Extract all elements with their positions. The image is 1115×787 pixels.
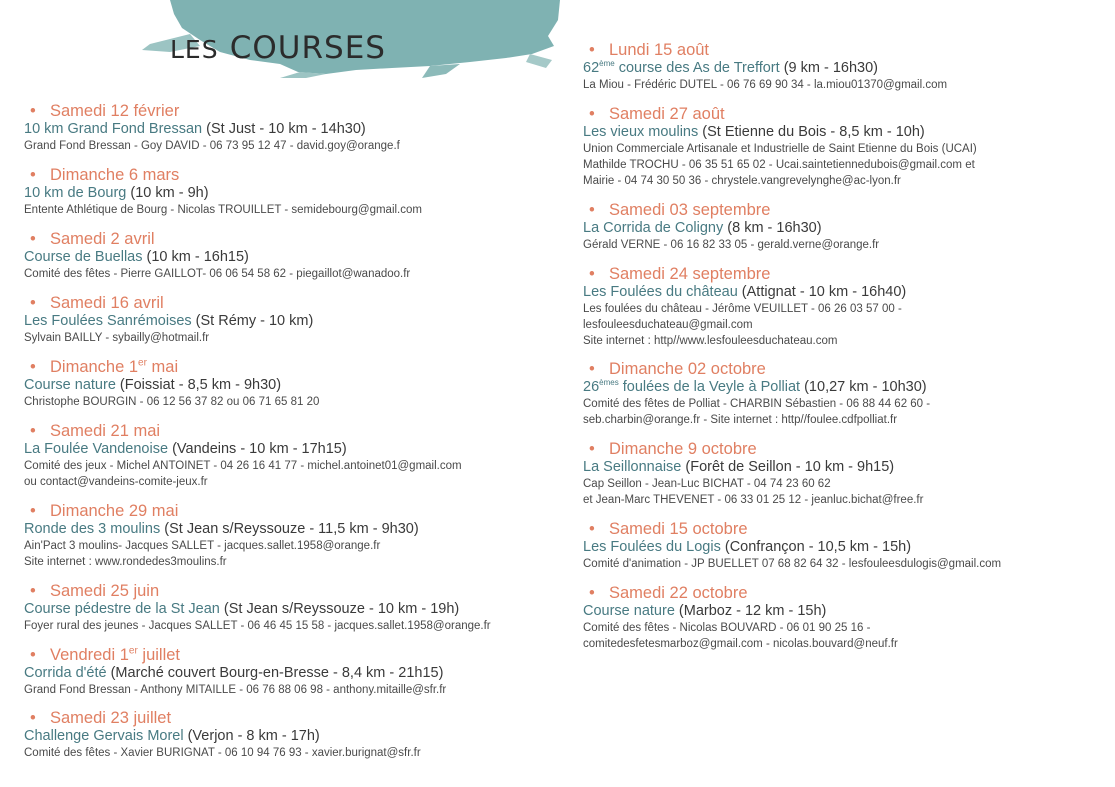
event-date: • Dimanche 1er mai xyxy=(30,357,179,376)
race-details: (Vandeins - 10 km - 17h15) xyxy=(168,441,347,457)
event-date: • Samedi 27 août xyxy=(589,105,725,123)
event-item xyxy=(24,165,564,218)
event-contact: Les foulées du château - Jérôme VEUILLET - 06 26 03 57 00 - xyxy=(583,303,902,315)
event-race xyxy=(24,728,564,745)
event-race xyxy=(24,601,564,618)
race-name: Les vieux moulins xyxy=(583,124,699,140)
event-race xyxy=(24,441,564,458)
event-contact: lesfouleesduchateau@gmail.com xyxy=(583,319,753,331)
race-details: (Confrançon - 10,5 km - 15h) xyxy=(720,539,912,555)
race-details: (St Etienne du Bois - 8,5 km - 10h) xyxy=(698,124,925,140)
race-details: (9 km - 16h30) xyxy=(779,60,878,76)
event-item xyxy=(24,645,564,698)
page-title-prefix: LES xyxy=(170,35,219,64)
race-details: (Foissiat - 8,5 km - 9h30) xyxy=(115,377,282,393)
event-contact: ou contact@vandeins-comite-jeux.fr xyxy=(24,476,208,488)
bullet-icon: • xyxy=(589,265,595,283)
bullet-icon: • xyxy=(30,502,36,520)
event-date: • Dimanche 9 octobre xyxy=(589,440,757,458)
race-details: (Forêt de Seillon - 10 km - 9h15) xyxy=(681,459,895,475)
race-name: Course nature xyxy=(583,603,675,619)
race-name: Course de Buellas xyxy=(24,249,143,265)
race-details: (10,27 km - 10h30) xyxy=(800,379,927,395)
event-contact: Mairie - 04 74 30 50 36 - chrystele.vangrevelynghe@ac-lyon.fr xyxy=(583,175,901,187)
race-details: (10 km - 16h15) xyxy=(142,249,249,265)
event-contact: Comité des fêtes - Pierre GAILLOT- 06 06 54 58 62 - piegaillot@wanadoo.fr xyxy=(24,268,411,280)
event-item xyxy=(583,439,1103,508)
race-name: Les Foulées du château xyxy=(583,284,738,300)
race-details: (Marboz - 12 km - 15h) xyxy=(674,603,827,619)
event-contact: Comité d'animation - JP BUELLET 07 68 82 64 32 - lesfouleesdulogis@gmail.com xyxy=(583,558,1002,570)
event-race xyxy=(24,185,564,202)
event-date: • Samedi 12 février xyxy=(30,102,180,120)
event-contact: et Jean-Marc THEVENET - 06 33 01 25 12 - jeanluc.bichat@free.fr xyxy=(583,494,924,506)
event-contact: Comité des fêtes - Nicolas BOUVARD - 06 01 90 25 16 - xyxy=(583,622,871,634)
event-date: • Dimanche 29 mai xyxy=(30,502,179,520)
bullet-icon: • xyxy=(30,646,36,664)
event-contact: Foyer rural des jeunes - Jacques SALLET - 06 46 45 15 58 - jacques.sallet.1958@orange.fr xyxy=(24,620,491,632)
bullet-icon: • xyxy=(30,102,36,120)
event-contact: Comité des jeux - Michel ANTOINET - 04 26 16 41 77 - michel.antoinet01@gmail.com xyxy=(24,460,462,472)
event-date: • Samedi 23 juillet xyxy=(30,709,172,727)
race-details: (St Just - 10 km - 14h30) xyxy=(202,121,366,137)
race-details: (St Rémy - 10 km) xyxy=(191,313,314,329)
race-details: (St Jean s/Reyssouze - 10 km - 19h) xyxy=(219,601,460,617)
event-race xyxy=(24,521,564,538)
event-item xyxy=(24,101,564,154)
bullet-icon: • xyxy=(30,166,36,184)
event-contact: Grand Fond Bressan - Goy DAVID - 06 73 95 12 47 - david.goy@orange.f xyxy=(24,140,400,152)
event-item xyxy=(24,421,564,490)
bullet-icon: • xyxy=(589,440,595,458)
event-item xyxy=(583,200,1103,253)
bullet-icon: • xyxy=(589,520,595,538)
bullet-icon: • xyxy=(30,582,36,600)
event-date: • Vendredi 1er juillet xyxy=(30,645,180,664)
page-title-main: COURSES xyxy=(229,30,386,66)
race-name: Les Foulées Sanrémoises xyxy=(24,313,192,329)
event-contact: Site internet : www.rondedes3moulins.fr xyxy=(24,556,227,568)
event-date: • Samedi 24 septembre xyxy=(589,265,771,283)
race-name: 10 km de Bourg xyxy=(24,185,127,201)
event-date: • Samedi 21 mai xyxy=(30,422,161,440)
bullet-icon: • xyxy=(30,294,36,312)
bullet-icon: • xyxy=(30,709,36,727)
race-details: (Attignat - 10 km - 16h40) xyxy=(737,284,907,300)
race-details: (10 km - 9h) xyxy=(126,185,209,201)
event-item xyxy=(24,708,564,761)
event-date: • Samedi 25 juin xyxy=(30,582,160,600)
race-name: Course nature xyxy=(24,377,116,393)
race-name: 26èmes foulées de la Veyle à Polliat xyxy=(583,378,801,395)
event-item xyxy=(24,229,564,282)
event-contact: Cap Seillon - Jean-Luc BICHAT - 04 74 23 60 62 xyxy=(583,478,831,490)
event-race xyxy=(24,121,564,138)
bullet-icon: • xyxy=(589,105,595,123)
race-name: Course pédestre de la St Jean xyxy=(24,601,220,617)
race-name: 10 km Grand Fond Bressan xyxy=(24,121,203,137)
event-date: • Samedi 15 octobre xyxy=(589,520,748,538)
event-item xyxy=(583,104,1103,189)
event-race xyxy=(583,284,1103,301)
event-contact: Entente Athlétique de Bourg - Nicolas TROUILLET - semidebourg@gmail.com xyxy=(24,204,422,216)
event-item xyxy=(583,583,1103,652)
race-name: La Corrida de Coligny xyxy=(583,220,724,236)
event-contact: Site internet : http//www.lesfouleesduchateau.com xyxy=(583,335,838,347)
event-item xyxy=(24,293,564,346)
race-details: (Marché couvert Bourg-en-Bresse - 8,4 km - 21h15) xyxy=(106,665,444,681)
event-item xyxy=(583,40,1103,93)
event-item xyxy=(583,264,1103,349)
event-contact: Christophe BOURGIN - 06 12 56 37 82 ou 06 71 65 81 20 xyxy=(24,396,320,408)
bullet-icon: • xyxy=(589,584,595,602)
event-date: • Dimanche 6 mars xyxy=(30,166,180,184)
event-contact: Grand Fond Bressan - Anthony MITAILLE - 06 76 88 06 98 - anthony.mitaille@sfr.fr xyxy=(24,684,447,696)
race-name: Corrida d'été xyxy=(24,665,107,681)
bullet-icon: • xyxy=(30,358,36,376)
bullet-icon: • xyxy=(589,41,595,59)
bullet-icon: • xyxy=(589,201,595,219)
event-item xyxy=(24,581,564,634)
event-item xyxy=(24,501,564,570)
event-contact: Gérald VERNE - 06 16 82 33 05 - gerald.verne@orange.fr xyxy=(583,239,880,251)
event-date: • Samedi 2 avril xyxy=(30,230,155,248)
event-date: • Dimanche 02 octobre xyxy=(589,360,766,378)
event-contact: Sylvain BAILLY - sybailly@hotmail.fr xyxy=(24,332,210,344)
bullet-icon: • xyxy=(589,360,595,378)
event-item xyxy=(24,357,564,410)
bullet-icon: • xyxy=(30,422,36,440)
event-race xyxy=(583,60,1103,77)
event-date: • Lundi 15 août xyxy=(589,41,710,59)
page-title xyxy=(170,28,386,66)
event-contact: Comité des fêtes - Xavier BURIGNAT - 06 10 94 76 93 - xavier.burignat@sfr.fr xyxy=(24,747,421,759)
event-race xyxy=(24,377,564,394)
event-race xyxy=(24,313,564,330)
race-name: 62ème course des As de Treffort xyxy=(583,59,780,76)
event-date: • Samedi 03 septembre xyxy=(589,201,771,219)
event-race xyxy=(583,603,1103,620)
race-name: Les Foulées du Logis xyxy=(583,539,721,555)
event-contact: comitedesfetesmarboz@gmail.com - nicolas.bouvard@neuf.fr xyxy=(583,638,898,650)
event-contact: Comité des fêtes de Polliat - CHARBIN Sébastien - 06 88 44 62 60 - xyxy=(583,398,931,410)
event-race xyxy=(583,379,1103,396)
race-details: (St Jean s/Reyssouze - 11,5 km - 9h30) xyxy=(160,521,419,537)
race-name: Challenge Gervais Morel xyxy=(24,728,184,744)
event-contact: seb.charbin@orange.fr - Site internet : http//foulee.cdfpolliat.fr xyxy=(583,414,898,426)
event-race xyxy=(583,459,1103,476)
race-name: Ronde des 3 moulins xyxy=(24,521,161,537)
race-details: (8 km - 16h30) xyxy=(723,220,822,236)
event-race xyxy=(583,539,1103,556)
event-race xyxy=(24,249,564,266)
race-name: La Seillonnaise xyxy=(583,459,682,475)
event-race xyxy=(583,220,1103,237)
event-contact: Ain'Pact 3 moulins- Jacques SALLET - jacques.sallet.1958@orange.fr xyxy=(24,540,381,552)
event-date: • Samedi 16 avril xyxy=(30,294,164,312)
race-name: La Foulée Vandenoise xyxy=(24,441,169,457)
event-date: • Samedi 22 octobre xyxy=(589,584,748,602)
event-race xyxy=(583,124,1103,141)
event-contact: La Miou - Frédéric DUTEL - 06 76 69 90 34 - la.miou01370@gmail.com xyxy=(583,79,948,91)
race-details: (Verjon - 8 km - 17h) xyxy=(183,728,320,744)
event-race xyxy=(24,665,564,682)
event-contact: Union Commerciale Artisanale et Industrielle de Saint Etienne du Bois (UCAI) xyxy=(583,143,977,155)
event-item xyxy=(583,359,1103,428)
bullet-icon: • xyxy=(30,230,36,248)
event-contact: Mathilde TROCHU - 06 35 51 65 02 - Ucai.saintetiennedubois@gmail.com et xyxy=(583,159,975,171)
event-item xyxy=(583,519,1103,572)
